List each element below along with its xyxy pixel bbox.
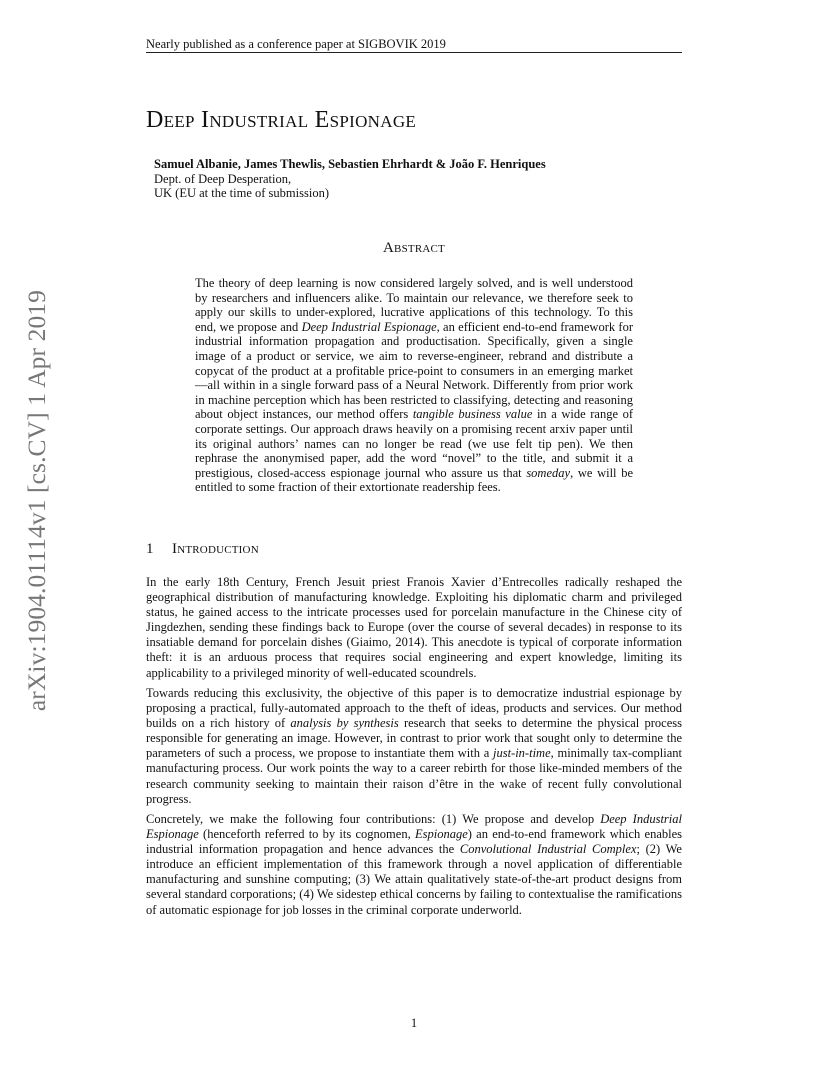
page-number: 1 [410,1016,418,1030]
abstract-text [195,276,633,495]
affiliation-line-1: Dept. of Deep Desperation, [154,171,292,186]
abstract-emphasis: tangible business value [412,407,533,422]
paragraph-segment: , minimally tax-compliant manufacturing process. Our work points the way to a career rebirth for those like-minded members of the research community seeking to maintain their raison d’être in the wake of recent fully convolutional progress. [146,746,682,806]
paragraph-segment: research that seeks to determine the physical process responsible for generating an image. However, in contrast to prior work that sought only to determine the parameters of such a process, we propose to instantiate them with a [146,716,682,761]
paragraph-emphasis: Deep Industrial Espionage [146,812,682,842]
arxiv-identifier: arXiv:1904.01114v1 [cs.CV] 1 Apr 2019 [22,290,51,712]
abstract-emphasis: Deep Industrial Espionage [301,319,437,334]
intro-paragraph-3 [146,812,682,918]
paragraph-segment: Towards reducing this exclusivity, the objective of this paper is to democratize industrial espionage by proposing a practical, fully-automated approach to the theft of ideas, products and services. Our method builds on a rich history of [146,686,682,731]
author-names: Samuel Albanie, James Thewlis, Sebastien Ehrhardt & João F. Henriques [154,157,546,171]
abstract-segment: , an efficient end-to-end framework for industrial information propagation and productisation. Specifically, given a single image of a product or service, we aim to reverse-engineer, rebrand and distribute a copycat of the product at a profitable price-point to consumers in an emerging market—all within in a single forward pass of a Neural Network. Differently from prior work in machine perception which has been restricted to classifying, detecting and reasoning about object instances, our method offers [195,319,633,422]
abstract-segment: The theory of deep learning is now considered largely solved, and is well understood by researchers and influencers alike. To maintain our relevance, we therefore seek to apply our skills to under-explored, lucrative applications of this technology. To this end, we propose and [195,276,633,334]
paragraph-emphasis: Convolutional Industrial Complex [459,842,637,857]
paragraph-segment: ) an end-to-end framework which enables industrial information propagation and hence advances the [146,827,683,857]
paragraph-segment: Concretely, we make the following four contributions: (1) We propose and develop [146,812,601,826]
section-title: Introduction [172,541,259,557]
paragraph-emphasis: Espionage [414,827,468,842]
paragraph-emphasis: analysis by synthesis [290,716,399,731]
affiliation-line-2: UK (EU at the time of submission) [154,186,329,201]
header-rule [146,52,682,53]
section-number: 1 [146,541,154,557]
intro-paragraph-2 [146,686,682,807]
author-block [154,157,684,201]
abstract-emphasis: someday [526,465,571,480]
abstract-segment: , we will be entitled to some fraction of their extortionate readership fees. [195,465,633,495]
section-heading [146,541,259,558]
abstract-heading: Abstract [383,240,445,256]
paper-title: Deep Industrial Espionage [146,107,417,133]
abstract-segment: in a wide range of corporate settings. Our approach draws heavily on a promising recent arxiv paper until its original authors’ names can no longer be read (we use felt tip pen). We then rephrase the anonymised paper, add the word “novel” to the title, and submit it a prestigious, closed-access espionage journal who assure us that [195,407,634,480]
paragraph-emphasis: just-in-time [492,746,551,761]
paragraph-segment: ; (2) We introduce an efficient implementation of this framework through a novel application of differentiable manufacturing and sunshine computing; (3) We attain qualitatively state-of-the-art product designs from several standard corporations; (4) We sidestep ethical concerns by failing to contextualise the ramifications of automatic espionage for job losses in the criminal corporate underworld. [146,842,682,917]
intro-paragraph-1: In the early 18th Century, French Jesuit priest Franois Xavier d’Entrecolles radically reshaped the geographical distribution of manufacturing knowledge. Exploiting his diplomatic charm and privileged status, he gained access to the intricate processes used for porcelain manufacture in the Chinese city of Jingdezhen, sending these findings back to Europe (over the course of several decades) in response to its insatiable demand for porcelain dishes (Giaimo, 2014). This anecdote is typical of corporate information theft: it is an arduous process that requires social engineering and expert knowledge, limiting its applicability to a privileged minority of well-educated scoundrels. [146,575,682,680]
paragraph-segment: (henceforth referred to by its cognomen, [198,827,415,842]
running-head: Nearly published as a conference paper at SIGBOVIK 2019 [146,37,446,51]
